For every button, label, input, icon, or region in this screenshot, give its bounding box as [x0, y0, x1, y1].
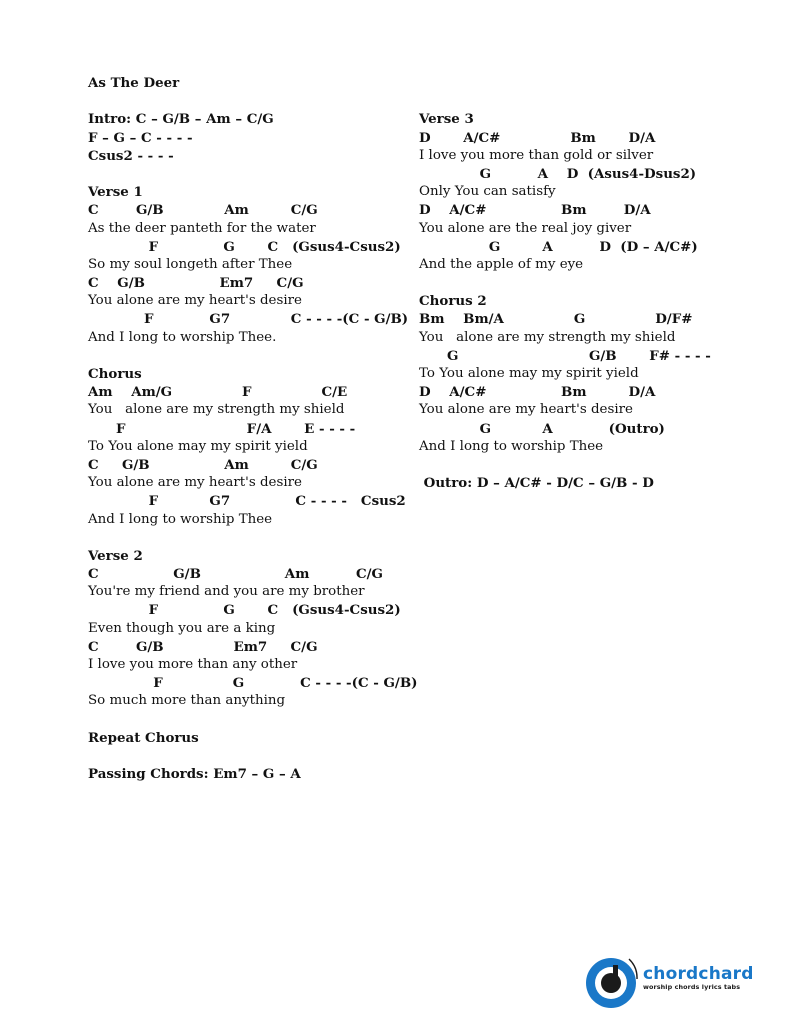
- chord-line: F F/A E - - - -: [88, 420, 356, 437]
- logo-tagline: worship chords lyrics tabs: [643, 983, 741, 991]
- chord-line: Bm Bm/A G D/F#: [419, 311, 693, 328]
- lyric-line: And I long to worship Thee: [419, 438, 604, 454]
- passing-chords: Passing Chords: Em7 – G – A: [88, 766, 301, 783]
- lyric-line: I love you more than any other: [88, 657, 298, 672]
- chord-line: F G C (Gsus4-Csus2): [88, 602, 401, 619]
- lyric-line: To You alone may my spirit yield: [419, 366, 639, 381]
- verse3-heading: Verse 3: [419, 111, 474, 128]
- chord-line: D A/C# Bm D/A: [419, 202, 651, 219]
- lyric-line: To You alone may my spirit yield: [88, 438, 308, 454]
- chord-line: C G/B Em7 C/G: [88, 638, 318, 655]
- lyric-line: Even though you are a king: [88, 620, 276, 636]
- chord-line: C G/B Am C/G: [88, 202, 318, 219]
- chord-line: F G C (Gsus4-Csus2): [88, 238, 401, 255]
- lyric-line: You alone are the real joy giver: [419, 220, 632, 236]
- chord-line: G G/B F# - - - -: [419, 347, 711, 364]
- song-title: As The Deer: [88, 75, 180, 91]
- lyric-line: You alone are my heart's desire: [419, 402, 633, 418]
- lyric-line: And I long to worship Thee.: [88, 329, 277, 345]
- chord-line: G A D (Asus4-Dsus2): [419, 165, 697, 182]
- chord-line: C G/B Am C/G: [88, 456, 318, 473]
- lyric-line: And the apple of my eye: [419, 256, 584, 272]
- chord-line: F G7 C - - - -(C - G/B): [88, 311, 409, 328]
- chord-line: D A/C# Bm D/A: [419, 129, 656, 146]
- lyric-line: So much more than anything: [88, 693, 286, 709]
- chord-line: D A/C# Bm D/A: [419, 384, 656, 401]
- logo-wordmark: chordchard: [643, 964, 754, 984]
- intro-line: Csus2 - - - -: [88, 147, 174, 164]
- intro-line: F – G – C - - - -: [88, 129, 193, 146]
- chord-line: F G7 C - - - - Csus2: [88, 493, 406, 510]
- lyric-line: I love you more than gold or silver: [419, 147, 654, 163]
- chord-line: F G C - - - -(C - G/B): [88, 675, 418, 692]
- chordchard-logo-icon: [583, 953, 641, 1011]
- lyric-line: Only You can satisfy: [419, 184, 556, 200]
- chord-line: C G/B Am C/G: [88, 566, 383, 583]
- lyric-line: You alone are my strength my shield: [419, 329, 676, 345]
- verse1-heading: Verse 1: [88, 184, 143, 201]
- lyric-line: And I long to worship Thee: [88, 511, 273, 527]
- lyric-line: So my soul longeth after Thee: [88, 256, 293, 272]
- lyric-line: You alone are my heart's desire: [88, 475, 302, 491]
- chord-line: Am Am/G F C/E: [88, 384, 348, 401]
- lyric-line: You alone are my strength my shield: [88, 402, 345, 418]
- lyric-line: As the deer panteth for the water: [88, 220, 316, 236]
- lyric-line: You're my friend and you are my brother: [88, 584, 365, 600]
- repeat-chorus: Repeat Chorus: [88, 729, 199, 746]
- chord-line: G A (Outro): [419, 420, 665, 437]
- right-column: [419, 74, 759, 492]
- intro-line: Intro: C – G/B – Am – C/G: [88, 111, 274, 128]
- outro-line: Outro: D – A/C# - D/C – G/B - D: [419, 475, 654, 492]
- lyric-line: You alone are my heart's desire: [88, 293, 302, 309]
- left-column: [88, 74, 418, 783]
- verse2-heading: Verse 2: [88, 547, 143, 564]
- chorus2-heading: Chorus 2: [419, 293, 487, 310]
- chord-line: G A D (D – A/C#): [419, 238, 698, 255]
- chorus-heading: Chorus: [88, 366, 142, 382]
- chord-line: C G/B Em7 C/G: [88, 275, 304, 292]
- chordchard-logo: [583, 953, 763, 1011]
